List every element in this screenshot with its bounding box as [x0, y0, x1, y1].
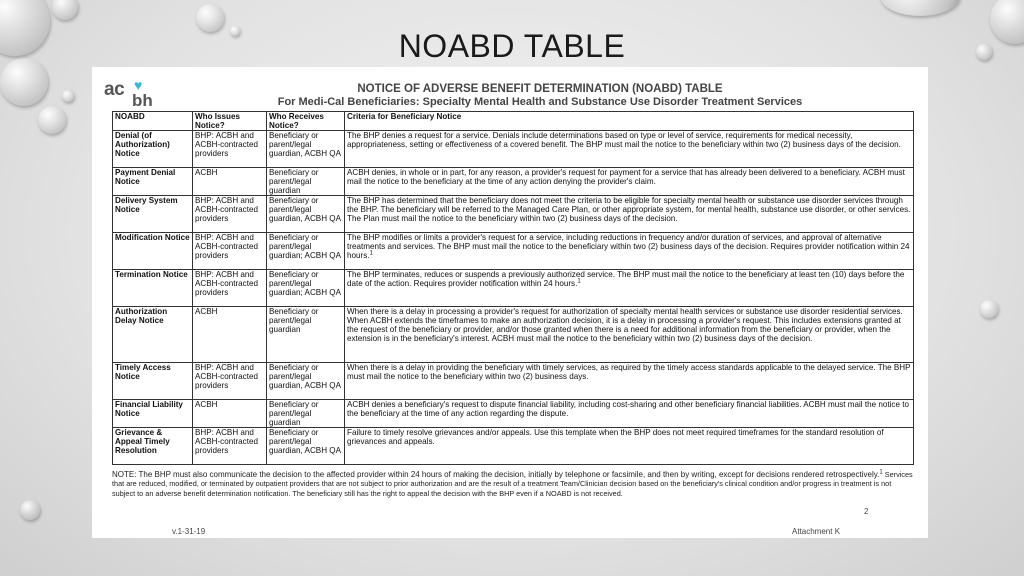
page-number: 2	[864, 507, 869, 516]
criteria: Failure to timely resolve grievances and/or appeals. Use this template when the BHP does not meet required timeframes for the standard resolution of grievances and appeals.	[345, 428, 914, 465]
notice-name: Delivery System Notice	[113, 196, 193, 233]
version-label: v.1-31-19	[172, 527, 206, 536]
footnote-marker: 1	[369, 250, 373, 257]
who-receives: Beneficiary or parent/legal guardian, ACBH QA	[267, 428, 345, 465]
header-who-receives: Who Receives Notice?	[267, 112, 345, 131]
criteria: When there is a delay in providing the beneficiary with timely services, as required by the timely access standards applicable to the delayed service. The BHP must mail the notice to the beneficiary within two (2) business days.	[345, 363, 914, 400]
table-row	[113, 131, 914, 168]
who-issues: BHP: ACBH and ACBH-contracted providers	[193, 196, 267, 233]
noabd-table	[112, 111, 914, 465]
water-droplet	[38, 106, 66, 134]
notice-name: Termination Notice	[113, 270, 193, 307]
attachment-label: Attachment K	[792, 527, 841, 536]
who-issues: BHP: ACBH and ACBH-contracted providers	[193, 233, 267, 270]
criteria: ACBH denies, in whole or in part, for any reason, a provider's request for payment for a service that has already been delivered to a beneficiary. ACBH must mail the notice to the beneficiary at the time of any action denying the provider's claim.	[345, 168, 914, 196]
document-image	[92, 67, 928, 538]
criteria-cell	[345, 270, 914, 307]
table-row	[113, 233, 914, 270]
who-receives: Beneficiary or parent/legal guardian	[267, 400, 345, 428]
header-noabd: NOABD	[113, 112, 193, 131]
table-row	[113, 400, 914, 428]
table-row	[113, 428, 914, 465]
footnote-rest: Services that are reduced, modified, or terminated by outpatient providers that are not subject to prior authorization and are the result of a treatment Team/Clinician decision based on the beneficiary's clinical condition and/or progress in treatment is not subject to an adverse benefit determination notification. The beneficiary still has the right to appeal the decision with the BHP even if a NOABD is not received.	[112, 470, 913, 498]
notice-name: Payment Denial Notice	[113, 168, 193, 196]
who-issues: ACBH	[193, 307, 267, 363]
table-row	[113, 196, 914, 233]
criteria: When there is a delay in processing a provider's request for authorization of specialty mental health services or substance use disorder residential services. When ACBH extends the timeframes to make an authorization decision, it is a delay in processing a provider's request. This includes extensions granted at the request of the beneficiary or provider, and/or those granted when there is a need for additional information from the beneficiary or provider, when the extension is in the beneficiary's interest. ACBH must mail the notice to the beneficiary within two (2) business days of the decision.	[345, 307, 914, 363]
who-issues: BHP: ACBH and ACBH-contracted providers	[193, 363, 267, 400]
table-row	[113, 168, 914, 196]
water-droplet	[980, 300, 998, 318]
acbh-logo	[104, 79, 184, 109]
footnote-marker: 1	[879, 469, 883, 476]
footnote	[112, 470, 916, 498]
who-receives: Beneficiary or parent/legal guardian, ACBH QA	[267, 196, 345, 233]
criteria: ACBH denies a beneficiary's request to dispute financial liability, including cost-sharing and other beneficiary financial liabilities. ACBH must mail the notice to the beneficiary at the time of any action regarding the dispute.	[345, 400, 914, 428]
document-title: NOTICE OF ADVERSE BENEFIT DETERMINATION (NOABD) TABLE	[357, 83, 723, 95]
who-receives: Beneficiary or parent/legal guardian	[267, 168, 345, 196]
heart-icon: ♥	[134, 77, 143, 93]
water-droplet	[20, 500, 40, 520]
footnote-marker: 1	[577, 278, 581, 285]
header-criteria: Criteria for Beneficiary Notice	[345, 112, 914, 131]
notice-name: Financial Liability Notice	[113, 400, 193, 428]
notice-name: Authorization Delay Notice	[113, 307, 193, 363]
slide-title: NOABD TABLE	[398, 28, 626, 64]
notice-name: Grievance & Appeal Timely Resolution	[113, 428, 193, 465]
logo-text-top: ac	[104, 79, 125, 100]
table-header-row	[113, 112, 914, 131]
who-receives: Beneficiary or parent/legal guardian; ACBH QA	[267, 270, 345, 307]
header-who-issues: Who Issues Notice?	[193, 112, 267, 131]
water-droplet	[52, 0, 78, 20]
who-issues: BHP: ACBH and ACBH-contracted providers	[193, 270, 267, 307]
table-row	[113, 307, 914, 363]
who-issues: ACBH	[193, 400, 267, 428]
table-row	[113, 270, 914, 307]
notice-name: Timely Access Notice	[113, 363, 193, 400]
water-droplet	[880, 0, 960, 16]
criteria: The BHP has determined that the beneficiary does not meet the criteria to be eligible for specialty mental health or substance use disorder services through the BHP. The beneficiary will be referred to the Managed Care Plan, or other appropriate system, for mental health, substance use disorder, or other services. The Plan must mail the notice to the beneficiary within two (2) business days of the decision.	[345, 196, 914, 233]
who-issues: BHP: ACBH and ACBH-contracted providers	[193, 131, 267, 168]
who-issues: BHP: ACBH and ACBH-contracted providers	[193, 428, 267, 465]
criteria: The BHP modifies or limits a provider's request for a service, including reductions in frequency and/or duration of services, and approval of alternative treatments and services. The BHP must mail the notice to the beneficiary within two (2) business days of the decision. Requires provider notification within 24 hours.	[347, 233, 910, 260]
document-subtitle: For Medi-Cal Beneficiaries: Specialty Mental Health and Substance Use Disorder Treatment Services	[277, 96, 803, 108]
who-receives: Beneficiary or parent/legal guardian, ACBH QA	[267, 131, 345, 168]
notice-name: Modification Notice	[113, 233, 193, 270]
water-droplet	[62, 90, 74, 102]
who-receives: Beneficiary or parent/legal guardian, ACBH QA	[267, 363, 345, 400]
water-droplet	[0, 58, 48, 106]
logo-text-bottom: bh	[132, 91, 153, 110]
who-receives: Beneficiary or parent/legal guardian; ACBH QA	[267, 233, 345, 270]
who-receives: Beneficiary or parent/legal guardian	[267, 307, 345, 363]
table-row	[113, 363, 914, 400]
who-issues: ACBH	[193, 168, 267, 196]
footnote-main: NOTE: The BHP must also communicate the decision to the affected provider within 24 hours of making the decision, initially by telephone or facsimile, and then by writing, except for decisions rendered retrospectively.	[112, 470, 880, 479]
criteria-cell	[345, 233, 914, 270]
notice-name: Denial (of Authorization) Notice	[113, 131, 193, 168]
criteria: The BHP denies a request for a service. Denials include determinations based on type or level of service, requirements for medical necessity, appropriateness, setting or effectiveness of a covered benefit. The BHP must mail the notice to the beneficiary within two (2) business days of the decision.	[345, 131, 914, 168]
criteria: The BHP terminates, reduces or suspends a previously authorized service. The BHP must mail the notice to the beneficiary at least ten (10) days before the date of the action. Requires provider notification within 24 hours.	[347, 270, 905, 288]
